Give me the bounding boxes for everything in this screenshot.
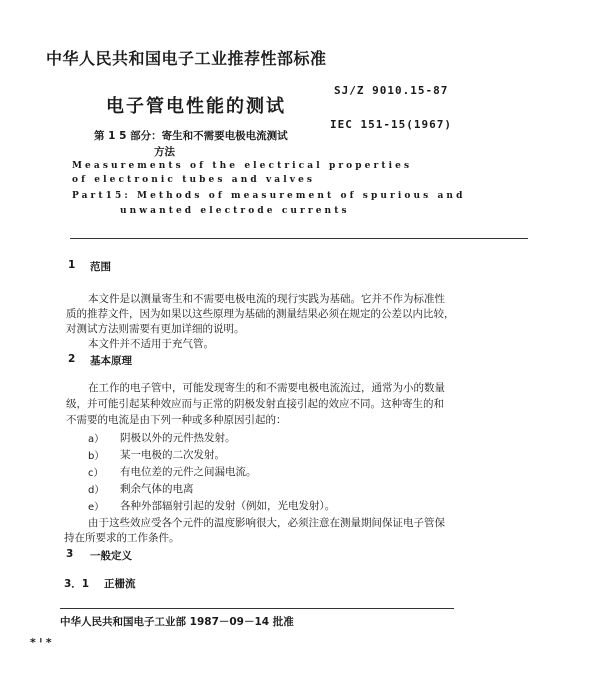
page-marks: * ˡ * (30, 636, 52, 649)
list-item: 阴极以外的元件热发射。 (120, 432, 236, 444)
header-divider (70, 238, 528, 239)
list-item-label: d） (88, 485, 105, 496)
list-item-label: b） (88, 451, 105, 462)
english-title-line-1: Measurements of the electrical properties (72, 161, 413, 171)
english-title-line-4: unwanted electrode currents (120, 206, 350, 216)
section-3-title: 一般定义 (90, 550, 132, 562)
section-1-paragraph-line: 本文件是以测量寄生和不需要电极电流的现行实践为基础。它并不作为标准性 (88, 293, 445, 305)
list-item: 剩余气体的电离 (120, 483, 194, 495)
part-title-continued: 方法 (154, 146, 175, 158)
section-2-title: 基本原理 (90, 355, 132, 367)
section-2-number: 2 (68, 353, 76, 365)
footer-divider (60, 608, 454, 609)
list-item: 各种外部辐射引起的发射（例如，光电发射）。 (120, 500, 336, 512)
list-item-label: c） (88, 468, 104, 479)
issuing-organization: 中华人民共和国电子工业推荐性部标准 (46, 49, 327, 68)
section-2-paragraph-line: 持在所要求的工作条件。 (64, 532, 180, 544)
iec-reference: IEC 151-15(1967) (330, 118, 452, 131)
list-item: 有电位差的元件之间漏电流。 (120, 466, 257, 478)
section-3-1-title: 正栅流 (104, 578, 136, 590)
document-title: 电子管电性能的测试 (106, 96, 286, 117)
part-title: 第 1 5 部分：寄生和不需要电极电流测试 (94, 130, 288, 142)
section-1-paragraph-line: 对测试方法则需要有更加详细的说明。 (66, 323, 245, 335)
section-3-number: 3 (66, 548, 74, 560)
approval-statement: 中华人民共和国电子工业部 1987－09－14 批准 (60, 616, 294, 628)
english-title-line-2: of electronic tubes and valves (72, 175, 316, 185)
list-item-label: a） (88, 434, 105, 445)
section-3-1-number: 3．1 (64, 578, 90, 590)
section-1-number: 1 (68, 259, 76, 271)
section-2-paragraph-line: 级，并可能引起某种效应而与正常的阴极发射直接引起的效应不同。这种寄生的和 (66, 398, 444, 410)
section-2-paragraph-line: 在工作的电子管中，可能发现寄生的和不需要电极电流流过，通常为小的数量 (88, 382, 445, 394)
section-2-paragraph-line: 由于这些效应受各个元件的温度影响很大，必须注意在测量期间保证电子管保 (88, 517, 445, 529)
section-1-title: 范围 (90, 261, 111, 273)
list-item-label: e） (88, 502, 105, 513)
section-1-paragraph-line: 质的推荐文件，因为如果以这些原理为基础的测量结果必须在规定的公差以内比较， (66, 308, 455, 320)
list-item: 某一电极的二次发射。 (120, 449, 225, 461)
standard-number: SJ/Z 9010.15-87 (334, 84, 449, 97)
section-2-paragraph-line: 不需要的电流是由下列一种或多种原因引起的： (66, 414, 287, 426)
english-title-line-3: Part15: Methods of measurement of spurious and (72, 191, 466, 201)
section-1-note: 本文件并不适用于充气管。 (88, 338, 214, 350)
